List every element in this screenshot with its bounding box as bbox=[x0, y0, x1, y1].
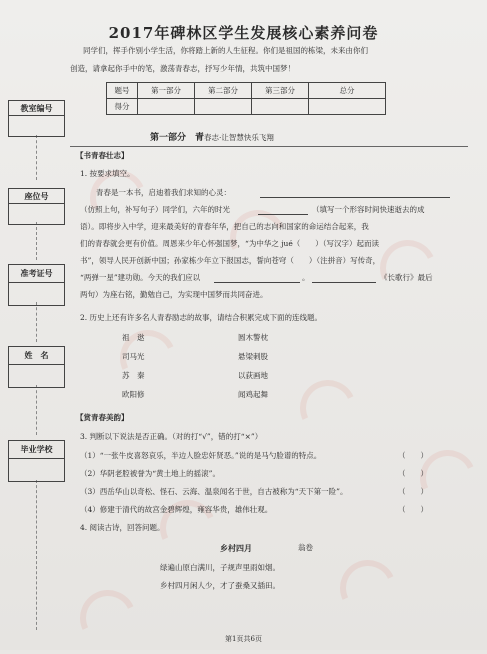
binding-line bbox=[36, 480, 37, 630]
match-left-item[interactable]: 祖 逖 bbox=[122, 333, 145, 342]
part1-heading bbox=[150, 130, 274, 143]
judge-answer[interactable]: （ ） bbox=[398, 469, 428, 478]
intro-line-1: 同学们，挥手作别小学生活，你将踏上新的人生征程。你们是祖国的栋梁，未来由你们 bbox=[83, 46, 368, 55]
classroom-no-field[interactable] bbox=[8, 115, 65, 137]
score-cell[interactable] bbox=[138, 99, 195, 115]
match-left-item[interactable]: 欧阳修 bbox=[122, 390, 145, 399]
score-header: 总分 bbox=[309, 83, 386, 99]
sidebar-name bbox=[8, 346, 65, 388]
judge-item: （2）华阴老腔被誉为“黄土地上的摇滚”。 bbox=[80, 469, 220, 478]
poem-line: 绿遍山原白满川，子规声里雨如烟。 bbox=[160, 563, 280, 572]
q1-line: 们的青春就会更有价值。周恩来少年心怀强国梦，“为中华之 jué（ ）（写汉字）起而读 bbox=[80, 239, 380, 248]
sidebar-label: 姓 名 bbox=[8, 346, 65, 364]
section-heading: 【书青春壮志】 bbox=[76, 151, 129, 160]
question-2: 2. 历史上还有许多名人青春励志的故事，请结合积累完成下面的连线题。 bbox=[80, 313, 323, 322]
section-heading: 【赏青春美韵】 bbox=[76, 413, 129, 422]
question-3: 3. 判断以下说法是否正确。（对的打“√”，错的打“×”） bbox=[80, 432, 263, 441]
score-table bbox=[106, 82, 386, 115]
score-row-label: 得分 bbox=[107, 99, 138, 115]
part1-subtitle: 春志·让智慧快乐飞翔 bbox=[204, 133, 274, 142]
sidebar-seat-no bbox=[8, 188, 65, 225]
sidebar-school bbox=[8, 440, 65, 482]
binding-line bbox=[36, 302, 37, 342]
poem-line: 乡村四月闲人少，才了蚕桑又插田。 bbox=[160, 581, 280, 590]
score-header: 第三部分 bbox=[252, 83, 309, 99]
page-title: 2017年碑林区学生发展核心素养问卷 bbox=[108, 24, 379, 42]
score-header: 第一部分 bbox=[138, 83, 195, 99]
sidebar-classroom-no bbox=[8, 100, 65, 137]
score-cell[interactable] bbox=[309, 99, 386, 115]
answer-blank[interactable] bbox=[312, 272, 376, 283]
score-header: 题号 bbox=[107, 83, 138, 99]
q1-line: （填写一个形容时间快速逝去的成 bbox=[312, 205, 425, 214]
binding-line bbox=[36, 222, 37, 260]
answer-blank[interactable] bbox=[258, 204, 308, 215]
sidebar-label: 准考证号 bbox=[8, 264, 65, 282]
q1-line: 两句）为座右铭，勤勉自己，为实现中国梦而共同奋进。 bbox=[80, 290, 268, 299]
binding-line bbox=[36, 135, 37, 180]
sidebar-label: 座位号 bbox=[8, 188, 65, 203]
score-header: 第二部分 bbox=[195, 83, 252, 99]
exam-no-field[interactable] bbox=[8, 282, 65, 306]
match-right-item[interactable]: 以荻画地 bbox=[238, 371, 268, 380]
question-1: 1. 按要求填空。 bbox=[80, 169, 135, 178]
score-cell[interactable] bbox=[252, 99, 309, 115]
judge-answer[interactable]: （ ） bbox=[398, 451, 428, 460]
name-field[interactable] bbox=[8, 364, 65, 388]
judge-answer[interactable]: （ ） bbox=[398, 505, 428, 514]
match-right-item[interactable]: 圆木警枕 bbox=[238, 333, 268, 342]
q1-line: 语）。即将步入中学，迎来最美好的青春年华，把自己的志向和国家的命运结合起来，我 bbox=[80, 222, 369, 231]
q1-line: 。 bbox=[302, 273, 310, 282]
match-left-item[interactable]: 司马光 bbox=[122, 352, 145, 361]
judge-item: （4）修建于清代的故宫金碧辉煌，雍容华贵，雄伟壮观。 bbox=[80, 505, 273, 514]
q1-line: 书”，领导人民开创新中国；孙家栋少年立下报国志，誓向苍穹（ ）（注拼音）写传奇， bbox=[80, 256, 381, 265]
intro-line-2: 创造，请拿起你手中的笔，激荡青春志，抒写少年情，共筑中国梦！ bbox=[70, 64, 295, 73]
sidebar-label: 毕业学校 bbox=[8, 440, 65, 458]
answer-blank[interactable] bbox=[214, 272, 300, 283]
answer-blank[interactable] bbox=[260, 187, 450, 198]
match-left-item[interactable]: 苏 秦 bbox=[122, 371, 145, 380]
sidebar-exam-no bbox=[8, 264, 65, 306]
q1-line: 《长歌行》最后 bbox=[380, 273, 433, 282]
question-4: 4. 阅读古诗，回答问题。 bbox=[80, 523, 165, 532]
part1-title: 第一部分 青 bbox=[150, 133, 205, 143]
seat-no-field[interactable] bbox=[8, 203, 65, 225]
page-number: 第1页共6页 bbox=[225, 635, 262, 643]
judge-item: （1）“一张牛皮喜怒哀乐，半边人脸忠奸贤恶。”说的是马勺脸谱的特点。 bbox=[80, 451, 322, 460]
judge-answer[interactable]: （ ） bbox=[398, 487, 428, 496]
score-cell[interactable] bbox=[195, 99, 252, 115]
match-right-item[interactable]: 悬梁刺股 bbox=[238, 352, 268, 361]
q1-line: （仿照上句，补写句子）同学们，六年的时光 bbox=[80, 205, 230, 214]
match-right-item[interactable]: 闻鸡起舞 bbox=[238, 390, 268, 399]
judge-item: （3）西岳华山以奇松、怪石、云海、温泉闻名于世，自古被称为“天下第一险”。 bbox=[80, 487, 348, 496]
school-field[interactable] bbox=[8, 458, 65, 482]
q1-line: “两弹一星”建功勋。今天的我们应以 bbox=[80, 273, 201, 282]
poem-title: 乡村四月 bbox=[220, 543, 252, 553]
sidebar-label: 教室编号 bbox=[8, 100, 65, 115]
binding-line bbox=[36, 385, 37, 435]
poem-author: 翁卷 bbox=[298, 543, 313, 552]
q1-line: 青春是一本书，启迪着我们求知的心灵： bbox=[96, 188, 231, 197]
divider bbox=[70, 146, 468, 147]
